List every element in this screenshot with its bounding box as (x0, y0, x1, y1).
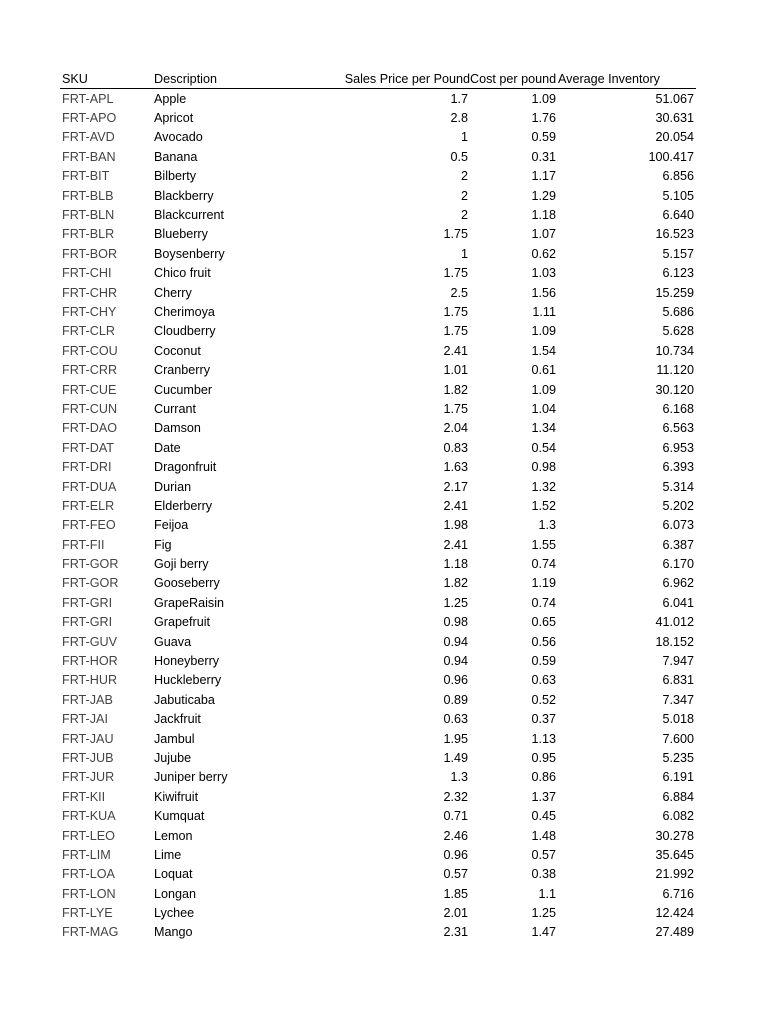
cell-sales-price[interactable]: 0.57 (443, 867, 468, 882)
column-header-description[interactable]: Description (152, 70, 264, 89)
cell-sales-price[interactable]: 2.41 (443, 537, 468, 552)
cell-sales-price[interactable]: 1.49 (443, 750, 468, 765)
table-row (60, 574, 696, 593)
cell-sales-price[interactable]: 1.3 (450, 770, 468, 785)
cell-description[interactable]: Lemon (154, 828, 193, 843)
cell-sales-price[interactable]: 1.75 (443, 401, 468, 416)
cell-sku[interactable]: FRT-CHR (62, 285, 118, 300)
table-row (60, 923, 696, 942)
table-row (60, 147, 696, 166)
cell-description[interactable]: Lychee (154, 906, 195, 921)
cell-average-inventory[interactable]: 6.123 (662, 266, 694, 281)
cell-description[interactable]: Cucumber (154, 382, 213, 397)
cell-cost[interactable]: 0.52 (531, 692, 556, 707)
cell-sku[interactable]: FRT-KII (62, 789, 106, 804)
cell-cost[interactable]: 1.56 (531, 285, 556, 300)
table-row (60, 748, 696, 767)
cell-average-inventory[interactable]: 51.067 (655, 91, 694, 106)
cell-sku[interactable]: FRT-DAO (62, 421, 118, 436)
cell-cost[interactable]: 1.19 (531, 576, 556, 591)
cell-cost[interactable]: 0.37 (531, 712, 556, 727)
cell-sales-price[interactable]: 1.82 (443, 576, 468, 591)
table-row (60, 768, 696, 787)
cell-sales-price[interactable]: 2.8 (450, 111, 468, 126)
table-row (60, 360, 696, 379)
cell-sales-price[interactable]: 0.5 (450, 149, 468, 164)
table-row (60, 244, 696, 263)
cell-cost[interactable]: 1.04 (531, 401, 556, 416)
table-row (60, 554, 696, 573)
cell-sku[interactable]: FRT-LON (62, 886, 116, 901)
cell-sku[interactable]: FRT-GUV (62, 634, 118, 649)
cell-sales-price[interactable]: 1.82 (443, 382, 468, 397)
cell-sales-price[interactable]: 0.96 (443, 847, 468, 862)
cell-description[interactable]: Jambul (154, 731, 195, 746)
cell-description[interactable]: Kiwifruit (154, 789, 199, 804)
table-row (60, 167, 696, 186)
column-header-cost[interactable]: Cost per pound (470, 70, 558, 89)
cell-sales-price[interactable]: 2 (460, 169, 468, 184)
cell-cost[interactable]: 1.25 (531, 906, 556, 921)
table-row (60, 205, 696, 224)
cell-description[interactable]: Jujube (154, 750, 192, 765)
table-row (60, 690, 696, 709)
cell-average-inventory[interactable]: 6.191 (662, 770, 694, 785)
cell-description[interactable]: Blackberry (154, 188, 214, 203)
cell-sku[interactable]: FRT-HOR (62, 654, 118, 669)
cell-cost[interactable]: 1.55 (531, 537, 556, 552)
cell-cost[interactable]: 1.09 (531, 91, 556, 106)
cell-sales-price[interactable]: 1.75 (443, 266, 468, 281)
cell-sales-price[interactable]: 2.01 (443, 906, 468, 921)
cell-sku[interactable]: FRT-BOR (62, 246, 118, 261)
cell-average-inventory[interactable]: 6.168 (662, 401, 694, 416)
cell-sales-price[interactable]: 1.7 (450, 91, 468, 106)
cell-description[interactable]: Apricot (154, 111, 194, 126)
cell-sales-price[interactable]: 0.83 (443, 440, 468, 455)
cell-sku[interactable]: FRT-KUA (62, 809, 116, 824)
cell-description[interactable]: GrapeRaisin (154, 595, 224, 610)
cell-sku[interactable]: FRT-CUE (62, 382, 117, 397)
cell-description[interactable]: Cloudberry (154, 324, 216, 339)
cell-cost[interactable]: 1.76 (531, 111, 556, 126)
table-row (60, 128, 696, 147)
cell-average-inventory[interactable]: 7.947 (662, 654, 694, 669)
cell-sku[interactable]: FRT-GRI (62, 615, 113, 630)
cell-sku[interactable]: FRT-FII (62, 537, 105, 552)
cell-average-inventory[interactable]: 5.018 (662, 712, 694, 727)
cell-sales-price[interactable]: 1.85 (443, 886, 468, 901)
cell-sku[interactable]: FRT-CLR (62, 324, 115, 339)
cell-average-inventory[interactable]: 5.628 (662, 324, 694, 339)
table-row (60, 108, 696, 127)
cell-average-inventory[interactable]: 18.152 (655, 634, 694, 649)
cell-cost[interactable]: 1.3 (538, 518, 556, 533)
cell-sku[interactable]: FRT-CRR (62, 363, 118, 378)
cell-description[interactable]: Cherimoya (154, 304, 215, 319)
cell-average-inventory[interactable]: 7.600 (662, 731, 694, 746)
cell-cost[interactable]: 1.11 (532, 304, 556, 319)
cell-description[interactable]: Gooseberry (154, 576, 220, 591)
table-row (60, 710, 696, 729)
cell-average-inventory[interactable]: 21.992 (655, 867, 694, 882)
cell-average-inventory[interactable]: 6.716 (662, 886, 694, 901)
cell-description[interactable]: Guava (154, 634, 192, 649)
cell-sku[interactable]: FRT-FEO (62, 518, 116, 533)
cell-sales-price[interactable]: 2.41 (443, 343, 468, 358)
cell-cost[interactable]: 0.54 (531, 440, 556, 455)
cell-sku[interactable]: FRT-APL (62, 91, 114, 106)
cell-cost[interactable]: 1.52 (531, 498, 556, 513)
cell-sku[interactable]: FRT-CHI (62, 266, 112, 281)
cell-sales-price[interactable]: 2.41 (443, 498, 468, 513)
cell-sku[interactable]: FRT-LOA (62, 867, 115, 882)
cell-average-inventory[interactable]: 6.640 (662, 208, 694, 223)
cell-description[interactable]: Jackfruit (154, 712, 201, 727)
cell-cost[interactable]: 1.18 (531, 208, 556, 223)
cell-cost[interactable]: 1.54 (531, 343, 556, 358)
cell-cost[interactable]: 0.31 (531, 149, 556, 164)
cell-average-inventory[interactable]: 5.235 (662, 750, 694, 765)
table-row (60, 865, 696, 884)
cell-description[interactable]: Jabuticaba (154, 692, 215, 707)
cell-average-inventory[interactable]: 41.012 (655, 615, 694, 630)
table-row (60, 729, 696, 748)
cell-cost[interactable]: 0.59 (531, 654, 556, 669)
cell-cost[interactable]: 0.62 (531, 246, 556, 261)
cell-average-inventory[interactable]: 5.202 (662, 498, 694, 513)
cell-cost[interactable]: 0.38 (531, 867, 556, 882)
table-row (60, 89, 696, 109)
cell-average-inventory[interactable]: 5.686 (662, 304, 694, 319)
cell-average-inventory[interactable]: 20.054 (655, 130, 694, 145)
cell-cost[interactable]: 0.57 (531, 847, 556, 862)
cell-average-inventory[interactable]: 11.120 (656, 363, 694, 378)
table-row (60, 380, 696, 399)
cell-sales-price[interactable]: 1.25 (443, 595, 468, 610)
cell-sales-price[interactable]: 1.01 (443, 363, 468, 378)
cell-average-inventory[interactable]: 6.563 (662, 421, 694, 436)
cell-cost[interactable]: 1.1 (538, 886, 556, 901)
cell-sku[interactable]: FRT-JAU (62, 731, 114, 746)
cell-sales-price[interactable]: 0.89 (443, 692, 468, 707)
cell-sales-price[interactable]: 0.96 (443, 673, 468, 688)
cell-cost[interactable]: 0.86 (531, 770, 556, 785)
cell-average-inventory[interactable]: 6.856 (662, 169, 694, 184)
cell-description[interactable]: Coconut (154, 343, 201, 358)
cell-average-inventory[interactable]: 5.314 (662, 479, 694, 494)
cell-sku[interactable]: FRT-JUR (62, 770, 115, 785)
cell-sku[interactable]: FRT-GOR (62, 576, 119, 591)
table-row (60, 516, 696, 535)
cell-description[interactable]: Dragonfruit (154, 460, 217, 475)
cell-average-inventory[interactable]: 6.387 (662, 537, 694, 552)
cell-average-inventory[interactable]: 5.105 (662, 188, 694, 203)
cell-description[interactable]: Avocado (154, 130, 203, 145)
cell-cost[interactable]: 1.34 (531, 421, 556, 436)
cell-cost[interactable]: 1.48 (531, 828, 556, 843)
cell-sku[interactable]: FRT-BIT (62, 169, 110, 184)
table-row (60, 438, 696, 457)
cell-cost[interactable]: 1.03 (531, 266, 556, 281)
cell-sku[interactable]: FRT-GRI (62, 595, 113, 610)
cell-sales-price[interactable]: 2.46 (443, 828, 468, 843)
table-row (60, 884, 696, 903)
cell-sku[interactable]: FRT-DRI (62, 460, 112, 475)
header-row (60, 70, 696, 89)
cell-description[interactable]: Goji berry (154, 557, 209, 572)
cell-description[interactable]: Elderberry (154, 498, 213, 513)
cell-description[interactable]: Blueberry (154, 227, 208, 242)
column-header-average-inventory[interactable]: Average Inventory (558, 70, 696, 89)
cell-sales-price[interactable]: 0.94 (443, 634, 468, 649)
cell-sku[interactable]: FRT-JAI (62, 712, 108, 727)
cell-average-inventory[interactable]: 6.884 (662, 789, 694, 804)
cell-average-inventory[interactable]: 27.489 (655, 925, 694, 940)
cell-sales-price[interactable]: 1.75 (443, 227, 468, 242)
cell-cost[interactable]: 1.09 (531, 324, 556, 339)
cell-description[interactable]: Fig (154, 537, 172, 552)
table-row (60, 651, 696, 670)
cell-description[interactable]: Grapefruit (154, 615, 210, 630)
cell-average-inventory[interactable]: 30.278 (655, 828, 694, 843)
cell-sku[interactable]: FRT-BLN (62, 208, 115, 223)
table-row (60, 419, 696, 438)
cell-sales-price[interactable]: 2.31 (443, 925, 468, 940)
cell-description[interactable]: Honeyberry (154, 654, 220, 669)
cell-sku[interactable]: FRT-DUA (62, 479, 117, 494)
table-row (60, 477, 696, 496)
cell-description[interactable]: Lime (154, 847, 182, 862)
spreadsheet (60, 70, 694, 942)
cell-sku[interactable]: FRT-JAB (62, 692, 113, 707)
table-row (60, 593, 696, 612)
cell-sku[interactable]: FRT-DAT (62, 440, 115, 455)
cell-sku[interactable]: FRT-APO (62, 111, 117, 126)
column-header-sales-price[interactable]: Sales Price per Pound (264, 70, 470, 89)
cell-sales-price[interactable]: 1.75 (443, 324, 468, 339)
cell-cost[interactable]: 0.74 (531, 557, 556, 572)
cell-sku[interactable]: FRT-HUR (62, 673, 118, 688)
cell-sales-price[interactable]: 2 (460, 188, 468, 203)
cell-description[interactable]: Mango (154, 925, 193, 940)
cell-average-inventory[interactable]: 100.417 (648, 149, 694, 164)
cell-sku[interactable]: FRT-JUB (62, 750, 114, 765)
cell-description[interactable]: Durian (154, 479, 192, 494)
table-row (60, 457, 696, 476)
cell-average-inventory[interactable]: 35.645 (655, 847, 694, 862)
cell-sales-price[interactable]: 1.95 (443, 731, 468, 746)
cell-sales-price[interactable]: 1.63 (443, 460, 468, 475)
column-header-sku[interactable]: SKU (60, 70, 152, 89)
cell-sales-price[interactable]: 0.63 (443, 712, 468, 727)
cell-cost[interactable]: 0.59 (531, 130, 556, 145)
cell-sales-price[interactable]: 1.75 (443, 304, 468, 319)
table-row (60, 632, 696, 651)
table-row (60, 613, 696, 632)
cell-cost[interactable]: 1.09 (531, 382, 556, 397)
table-row (60, 225, 696, 244)
cell-description[interactable]: Huckleberry (154, 673, 222, 688)
table-row (60, 264, 696, 283)
cell-cost[interactable]: 1.32 (531, 479, 556, 494)
table-row (60, 826, 696, 845)
cell-description[interactable]: Feijoa (154, 518, 189, 533)
cell-average-inventory[interactable]: 16.523 (655, 227, 694, 242)
cell-description[interactable]: Juniper berry (154, 770, 228, 785)
cell-description[interactable]: Apple (154, 91, 187, 106)
table-row (60, 806, 696, 825)
table-row (60, 186, 696, 205)
cell-cost[interactable]: 0.61 (531, 363, 556, 378)
table-row (60, 903, 696, 922)
cell-cost[interactable]: 0.63 (531, 673, 556, 688)
cell-sku[interactable]: FRT-CUN (62, 401, 118, 416)
cell-average-inventory[interactable]: 10.734 (655, 343, 694, 358)
cell-cost[interactable]: 1.07 (531, 227, 556, 242)
cell-average-inventory[interactable]: 6.073 (662, 518, 694, 533)
table-row (60, 399, 696, 418)
table-row (60, 341, 696, 360)
cell-average-inventory[interactable]: 6.041 (662, 595, 694, 610)
cell-sales-price[interactable]: 2.5 (450, 285, 468, 300)
table-row (60, 535, 696, 554)
table-body (60, 89, 696, 943)
cell-description[interactable]: Damson (154, 421, 201, 436)
cell-cost[interactable]: 0.95 (531, 750, 556, 765)
cell-sales-price[interactable]: 0.71 (443, 809, 468, 824)
cell-cost[interactable]: 1.13 (531, 731, 556, 746)
cell-sku[interactable]: FRT-BAN (62, 149, 116, 164)
table-row (60, 496, 696, 515)
cell-average-inventory[interactable]: 30.120 (655, 382, 694, 397)
cell-description[interactable]: Loquat (154, 867, 193, 882)
cell-average-inventory[interactable]: 7.347 (662, 692, 694, 707)
cell-description[interactable]: Banana (154, 149, 198, 164)
cell-cost[interactable]: 1.37 (531, 789, 556, 804)
table-row (60, 671, 696, 690)
cell-sku[interactable]: FRT-GOR (62, 557, 119, 572)
cell-sales-price[interactable]: 1.18 (443, 557, 468, 572)
cell-sales-price[interactable]: 1 (460, 130, 468, 145)
table-row (60, 322, 696, 341)
cell-sales-price[interactable]: 2 (460, 208, 468, 223)
cell-average-inventory[interactable]: 6.831 (662, 673, 694, 688)
cell-cost[interactable]: 0.98 (531, 460, 556, 475)
cell-description[interactable]: Chico fruit (154, 266, 211, 281)
inventory-table (60, 70, 696, 942)
table-row (60, 787, 696, 806)
cell-average-inventory[interactable]: 12.424 (655, 906, 694, 921)
cell-sales-price[interactable]: 0.98 (443, 615, 468, 630)
cell-sku[interactable]: FRT-LEO (62, 828, 115, 843)
cell-average-inventory[interactable]: 6.962 (662, 576, 694, 591)
cell-average-inventory[interactable]: 15.259 (655, 285, 694, 300)
cell-cost[interactable]: 1.47 (531, 925, 556, 940)
cell-average-inventory[interactable]: 6.953 (662, 440, 694, 455)
cell-sku[interactable]: FRT-BLR (62, 227, 115, 242)
cell-description[interactable]: Longan (154, 886, 197, 901)
table-row (60, 845, 696, 864)
cell-sku[interactable]: FRT-CHY (62, 304, 117, 319)
table-row (60, 302, 696, 321)
cell-sales-price[interactable]: 2.04 (443, 421, 468, 436)
cell-description[interactable]: Bilberty (154, 169, 196, 184)
cell-cost[interactable]: 0.45 (531, 809, 556, 824)
cell-sku[interactable]: FRT-MAG (62, 925, 119, 940)
cell-description[interactable]: Kumquat (154, 809, 205, 824)
cell-average-inventory[interactable]: 6.170 (662, 557, 694, 572)
cell-sku[interactable]: FRT-ELR (62, 498, 115, 513)
cell-description[interactable]: Cherry (154, 285, 192, 300)
cell-sales-price[interactable]: 1.98 (443, 518, 468, 533)
cell-description[interactable]: Cranberry (154, 363, 210, 378)
cell-sku[interactable]: FRT-COU (62, 343, 118, 358)
cell-description[interactable]: Boysenberry (154, 246, 225, 261)
cell-average-inventory[interactable]: 6.393 (662, 460, 694, 475)
cell-average-inventory[interactable]: 30.631 (655, 111, 694, 126)
cell-cost[interactable]: 0.65 (531, 615, 556, 630)
cell-cost[interactable]: 1.29 (531, 188, 556, 203)
table-row (60, 283, 696, 302)
cell-sku[interactable]: FRT-AVD (62, 130, 115, 145)
cell-description[interactable]: Blackcurrent (154, 208, 224, 223)
cell-description[interactable]: Date (154, 440, 181, 455)
cell-average-inventory[interactable]: 6.082 (662, 809, 694, 824)
cell-description[interactable]: Currant (154, 401, 196, 416)
cell-sales-price[interactable]: 1 (460, 246, 468, 261)
cell-sales-price[interactable]: 2.32 (443, 789, 468, 804)
cell-cost[interactable]: 0.56 (531, 634, 556, 649)
cell-cost[interactable]: 1.17 (531, 169, 556, 184)
cell-cost[interactable]: 0.74 (531, 595, 556, 610)
cell-sales-price[interactable]: 0.94 (443, 654, 468, 669)
cell-average-inventory[interactable]: 5.157 (662, 246, 694, 261)
cell-sku[interactable]: FRT-LYE (62, 906, 113, 921)
cell-sku[interactable]: FRT-LIM (62, 847, 111, 862)
cell-sku[interactable]: FRT-BLB (62, 188, 114, 203)
cell-sales-price[interactable]: 2.17 (443, 479, 468, 494)
